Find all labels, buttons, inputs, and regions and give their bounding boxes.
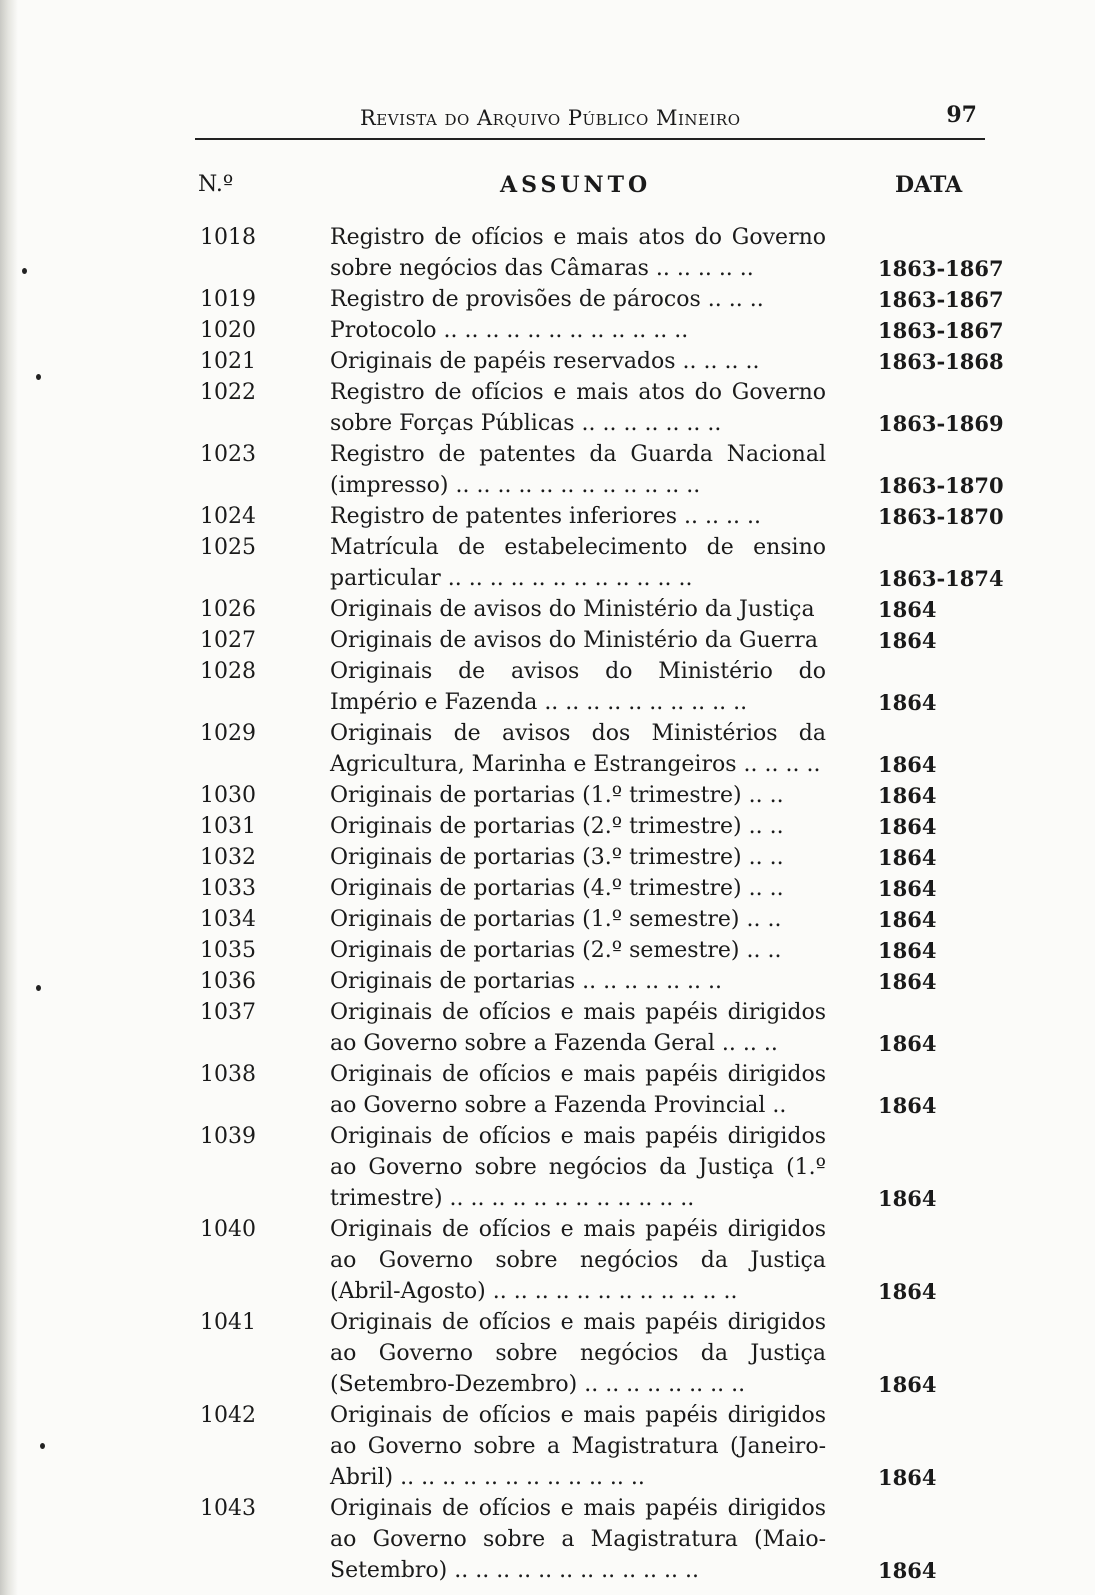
catalog-entries [195, 222, 1004, 1586]
catalog-entry [195, 377, 1004, 439]
catalog-entry [195, 1493, 995, 1586]
entry-subject: Originais de ofícios e mais papéis dirigidos ao Governo sobre a Magistratura (Janeiro-Abril) .. .. .. .. .. .. .. .. .. .. .. .. [330, 1403, 826, 1490]
entry-number: 1043 [200, 1496, 256, 1521]
column-header-number: N.º [198, 172, 234, 197]
entry-subject: Originais de portarias .. .. .. .. .. .. .. [330, 969, 723, 994]
entry-subject: Registro de provisões de párocos .. .. .. [330, 287, 764, 312]
entry-subject: Originais de portarias (2.º trimestre) .. .. [330, 814, 784, 839]
entry-date: 1864 [878, 969, 937, 994]
entry-date: 1864 [878, 1186, 937, 1211]
entry-subject: Registro de patentes da Guarda Nacional (impresso) .. .. .. .. .. .. .. .. .. .. .. .. [330, 442, 826, 498]
catalog-entry [195, 501, 1004, 532]
catalog-entry [195, 997, 995, 1059]
entry-subject: Originais de avisos dos Ministérios da Agricultura, Marinha e Estrangeiros .. .. .. .. [330, 721, 826, 777]
entry-subject: Originais de ofícios e mais papéis dirigidos ao Governo sobre negócios da Justiça (Setembro-Dezembro) .. .. .. .. .. .. .. .. [330, 1310, 826, 1397]
catalog-entry [195, 1400, 995, 1493]
entry-subject: Protocolo .. .. .. .. .. .. .. .. .. .. .. .. [330, 318, 689, 343]
entry-date: 1864 [878, 783, 937, 808]
entry-subject: Originais de ofícios e mais papéis dirigidos ao Governo sobre a Magistratura (Maio-Setembro) .. .. .. .. .. .. .. .. .. .. .. .. [330, 1496, 826, 1583]
entry-subject: Originais de portarias (4.º trimestre) .. .. [330, 876, 784, 901]
entry-subject: Originais de papéis reservados .. .. .. .. [330, 349, 760, 374]
catalog-entry [195, 656, 995, 718]
catalog-entry [195, 1307, 995, 1400]
ink-speck [36, 985, 41, 991]
entry-number: 1026 [200, 597, 256, 622]
entry-number: 1035 [200, 938, 256, 963]
entry-number: 1031 [200, 814, 256, 839]
entry-date: 1863-1870 [878, 504, 1004, 529]
catalog-entry [195, 842, 995, 873]
entry-number: 1024 [200, 504, 256, 529]
column-header-date: DATA [895, 172, 963, 198]
page-edge-shadow [0, 0, 18, 1595]
entry-date: 1863-1868 [878, 349, 1004, 374]
entry-subject: Originais de avisos do Ministério do Império e Fazenda .. .. .. .. .. .. .. .. .. .. [330, 659, 826, 715]
entry-subject: Originais de ofícios e mais papéis dirigidos ao Governo sobre a Fazenda Geral .. .. .. [330, 1000, 826, 1056]
entry-date: 1864 [878, 845, 937, 870]
entry-date: 1863-1869 [878, 411, 1004, 436]
catalog-entry [195, 966, 995, 997]
entry-subject: Originais de portarias (1.º semestre) .. .. [330, 907, 782, 932]
entry-date: 1864 [878, 628, 937, 653]
running-header [195, 102, 985, 140]
entry-number: 1027 [200, 628, 256, 653]
catalog-entry [195, 1214, 995, 1307]
page-number: 97 [946, 102, 977, 128]
entry-subject: Originais de portarias (3.º trimestre) .. .. [330, 845, 784, 870]
catalog-entry [195, 935, 995, 966]
entry-number: 1023 [200, 442, 256, 467]
entry-subject: Originais de ofícios e mais papéis dirigidos ao Governo sobre negócios da Justiça (1.º trimestre) .. .. .. .. .. .. .. .. .. .. .. .. [330, 1124, 826, 1211]
catalog-entry [195, 625, 995, 656]
catalog-entry [195, 222, 1004, 284]
entry-date: 1864 [878, 1558, 937, 1583]
catalog-entry [195, 532, 1004, 594]
entry-date: 1863-1867 [878, 287, 1004, 312]
entry-date: 1864 [878, 1093, 937, 1118]
entry-date: 1863-1867 [878, 256, 1004, 281]
entry-date: 1864 [878, 597, 937, 622]
entry-number: 1020 [200, 318, 256, 343]
catalog-entry [195, 780, 995, 811]
entry-number: 1019 [200, 287, 256, 312]
entry-date: 1864 [878, 1031, 937, 1056]
entry-subject: Matrícula de estabelecimento de ensino particular .. .. .. .. .. .. .. .. .. .. .. .. [330, 535, 826, 591]
entry-date: 1864 [878, 938, 937, 963]
entry-number: 1036 [200, 969, 256, 994]
entry-date: 1864 [878, 1465, 937, 1490]
ink-speck [40, 1443, 45, 1449]
catalog-entry [195, 811, 995, 842]
entry-number: 1037 [200, 1000, 256, 1025]
entry-subject: Originais de avisos do Ministério da Guerra [330, 628, 818, 653]
column-header-subject: ASSUNTO [500, 172, 652, 198]
entry-number: 1040 [200, 1217, 256, 1242]
entry-date: 1863-1870 [878, 473, 1004, 498]
entry-subject: Registro de ofícios e mais atos do Governo sobre Forças Públicas .. .. .. .. .. .. .. [330, 380, 826, 436]
catalog-entry [195, 284, 1004, 315]
catalog-entry [195, 346, 1004, 377]
entry-subject: Originais de ofícios e mais papéis dirigidos ao Governo sobre a Fazenda Provincial .. [330, 1062, 826, 1118]
catalog-entry [195, 873, 995, 904]
entry-number: 1039 [200, 1124, 256, 1149]
entry-number: 1025 [200, 535, 256, 560]
entry-number: 1018 [200, 225, 256, 250]
entry-subject: Originais de ofícios e mais papéis dirigidos ao Governo sobre negócios da Justiça (Abril-Agosto) .. .. .. .. .. .. .. .. .. .. .. .. [330, 1217, 826, 1304]
entry-number: 1033 [200, 876, 256, 901]
entry-number: 1029 [200, 721, 256, 746]
catalog-entry [195, 594, 995, 625]
entry-subject: Originais de avisos do Ministério da Justiça [330, 597, 815, 622]
entry-number: 1042 [200, 1403, 256, 1428]
catalog-entry [195, 904, 995, 935]
journal-title: Revista do Arquivo Público Mineiro [360, 106, 741, 130]
entry-subject: Originais de portarias (2.º semestre) .. .. [330, 938, 782, 963]
entry-subject: Originais de portarias (1.º trimestre) .. .. [330, 783, 784, 808]
entry-subject: Registro de ofícios e mais atos do Governo sobre negócios das Câmaras .. .. .. .. .. [330, 225, 826, 281]
entry-date: 1864 [878, 907, 937, 932]
catalog-entry [195, 315, 1004, 346]
entry-date: 1864 [878, 814, 937, 839]
entry-number: 1028 [200, 659, 256, 684]
entry-number: 1032 [200, 845, 256, 870]
entry-number: 1030 [200, 783, 256, 808]
catalog-entry [195, 439, 1004, 501]
entry-number: 1034 [200, 907, 256, 932]
entry-date: 1863-1867 [878, 318, 1004, 343]
ink-speck [22, 268, 27, 274]
catalog-entry [195, 718, 995, 780]
catalog-entry [195, 1059, 995, 1121]
entry-date: 1863-1874 [878, 566, 1004, 591]
entry-number: 1022 [200, 380, 256, 405]
entry-number: 1021 [200, 349, 256, 374]
entry-subject: Registro de patentes inferiores .. .. .. .. [330, 504, 761, 529]
ink-speck [36, 374, 41, 380]
entry-date: 1864 [878, 876, 937, 901]
entry-date: 1864 [878, 690, 937, 715]
entry-date: 1864 [878, 1372, 937, 1397]
entry-number: 1041 [200, 1310, 256, 1335]
catalog-entry [195, 1121, 995, 1214]
entry-date: 1864 [878, 752, 937, 777]
entry-number: 1038 [200, 1062, 256, 1087]
entry-date: 1864 [878, 1279, 937, 1304]
